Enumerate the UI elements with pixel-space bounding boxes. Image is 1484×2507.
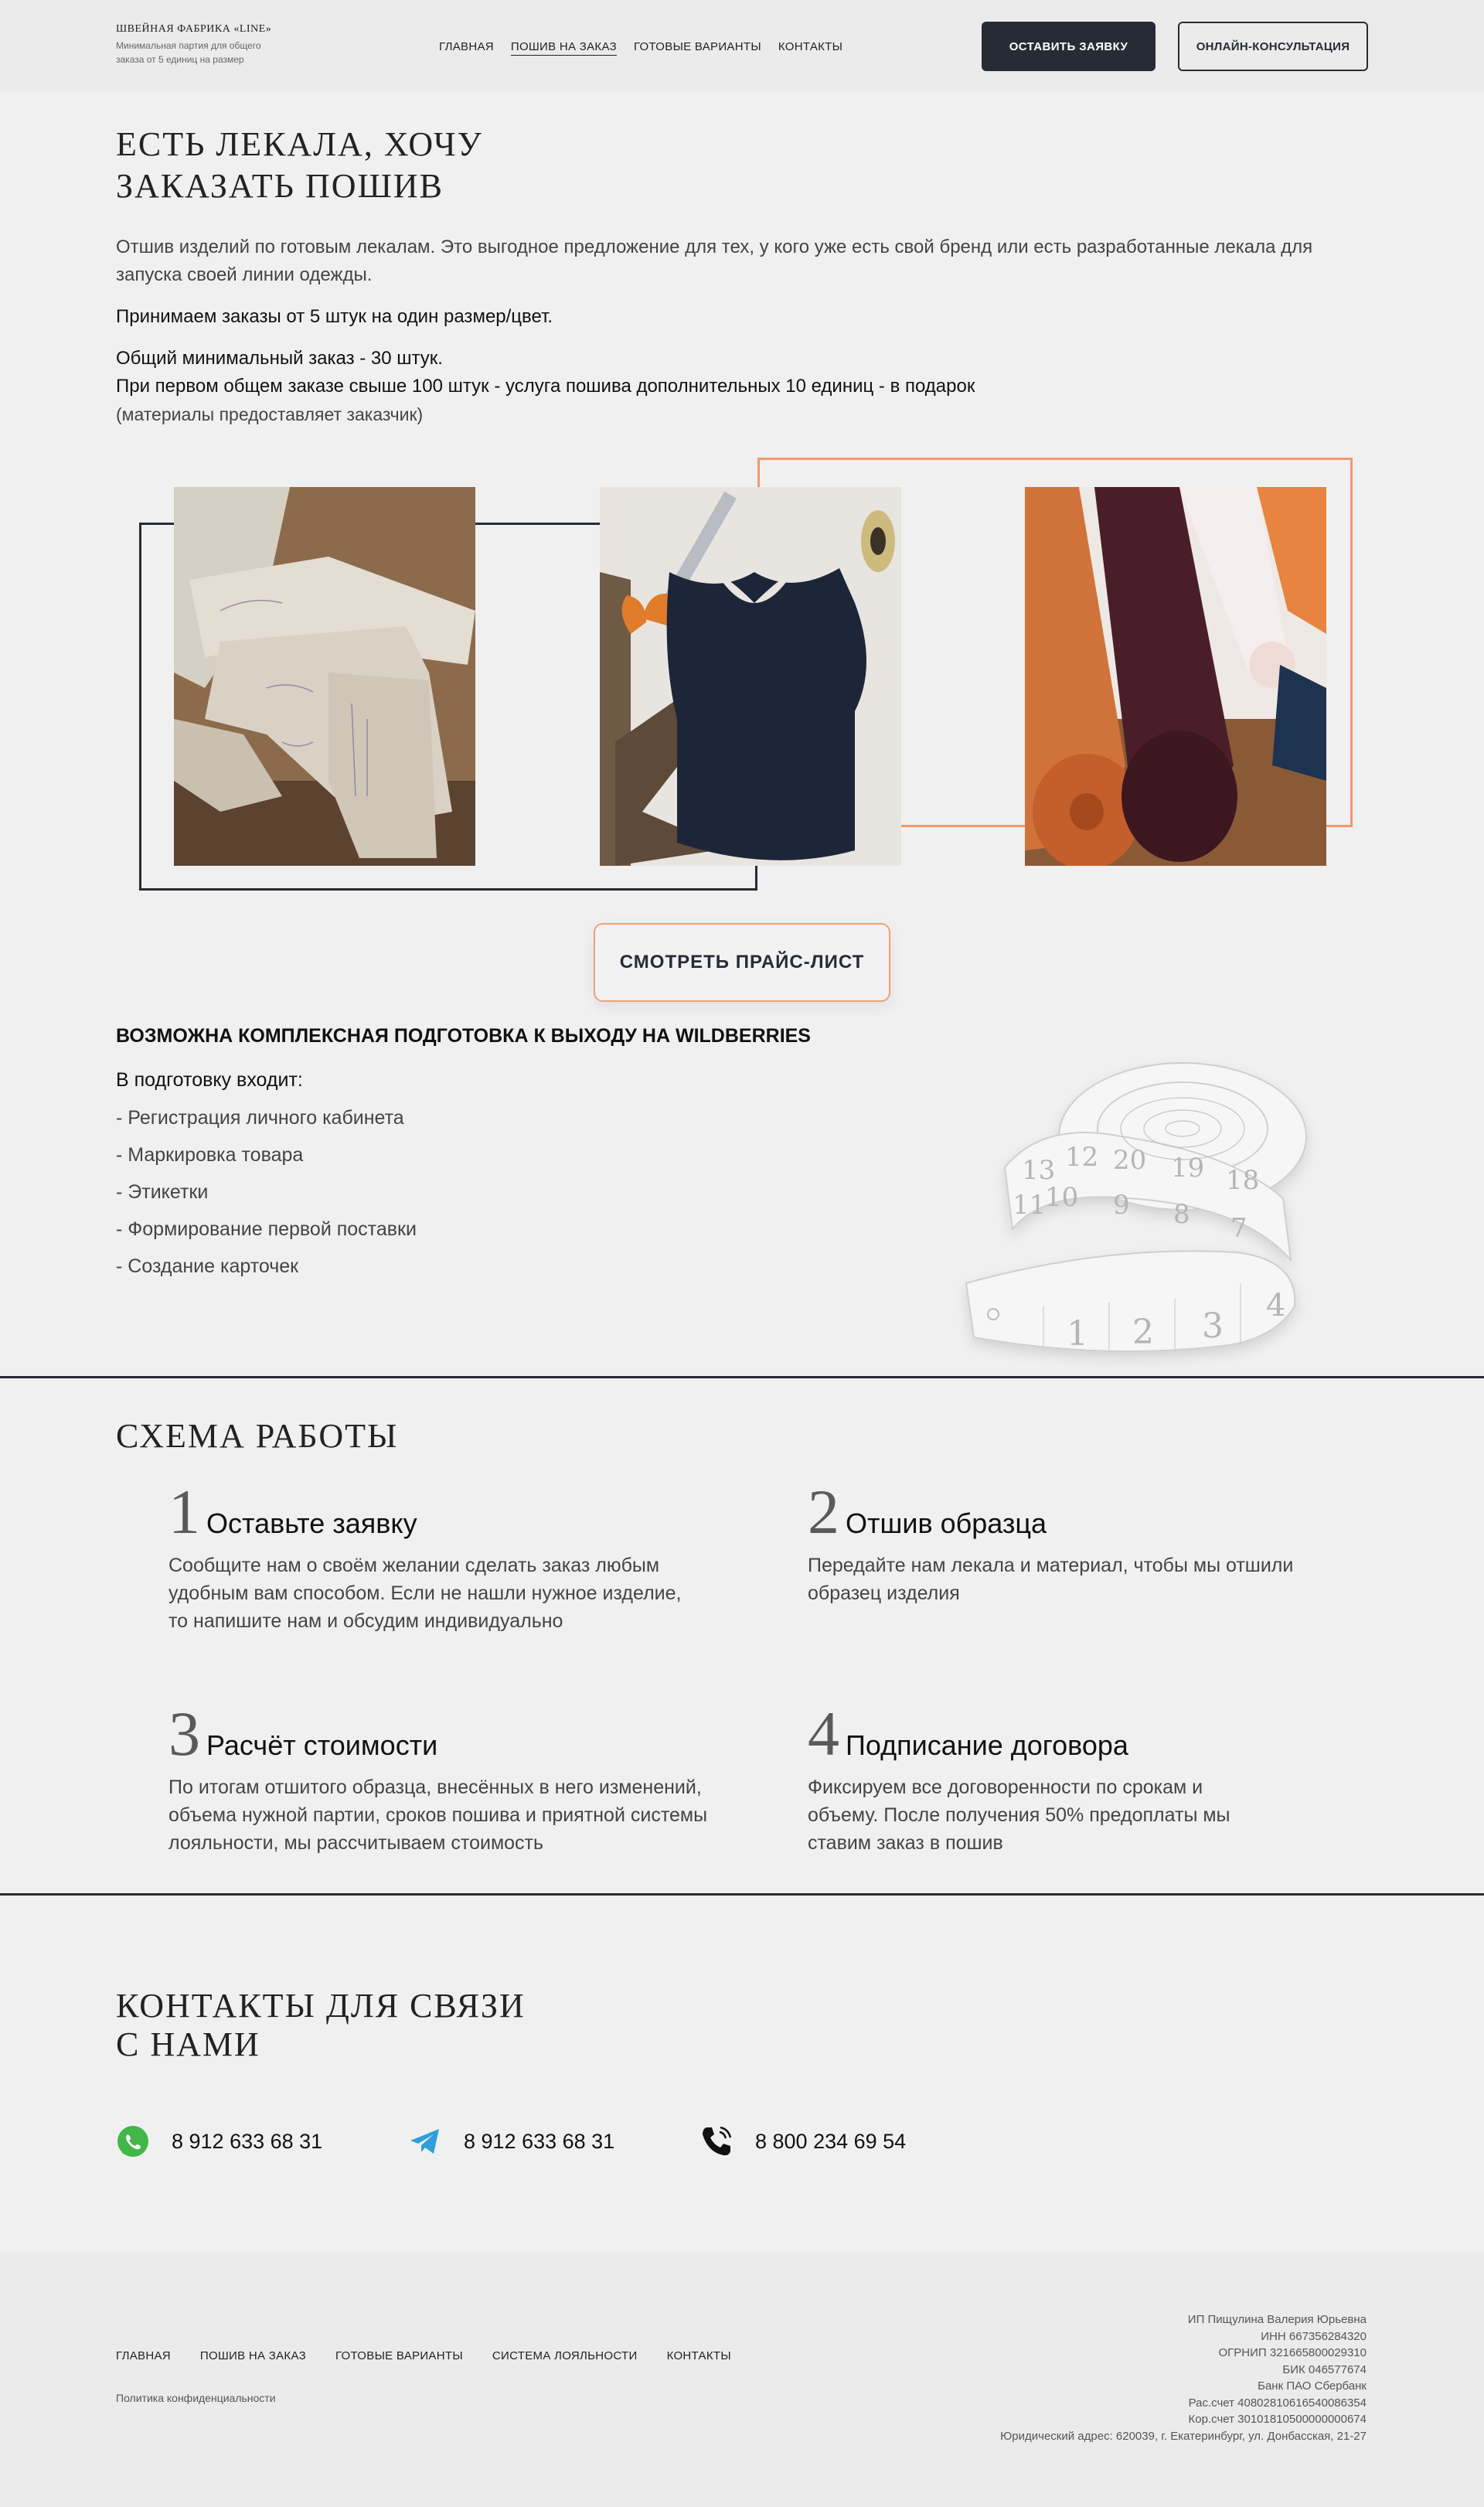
footer-nav-contacts[interactable]: КОНТАКТЫ (666, 2349, 731, 2362)
site-footer (0, 2251, 1484, 2507)
step-text: Сообщите нам о своём желании сделать заказ любым удобным вам способом. Если не нашли нужное изделие, то напишите нам и обсудим индивидуально (168, 1555, 682, 1632)
tape-number: 1 (1067, 1314, 1088, 1354)
wildberries-title: ВОЗМОЖНА КОМПЛЕКСНАЯ ПОДГОТОВКА К ВЫХОДУ НА WILDBERRIES (116, 1025, 811, 1047)
page-title (116, 124, 580, 207)
measuring-tape-illustration (951, 1051, 1322, 1376)
tape-number: 8 (1173, 1199, 1190, 1230)
tape-number: 9 (1113, 1190, 1130, 1221)
scheme-title: СХЕМА РАБОТЫ (116, 1417, 399, 1455)
requisite-line: ИНН 667356284320 (1261, 2329, 1367, 2343)
list-item: - Формирование первой поставки (116, 1218, 417, 1240)
scheme-step-1 (168, 1477, 725, 1635)
tape-number: 19 (1171, 1153, 1205, 1184)
tape-number: 13 (1022, 1155, 1056, 1186)
contact-phone-line[interactable] (699, 2124, 906, 2158)
requisite-line: Юридический адрес: 620039, г. Екатеринбург, ул. Донбасская, 21-27 (1000, 2429, 1367, 2443)
requisite-line: БИК 046577674 (1282, 2362, 1367, 2376)
footer-nav-ready-options[interactable]: ГОТОВЫЕ ВАРИАНТЫ (335, 2349, 463, 2362)
contacts-title-line: С НАМИ (116, 2025, 260, 2063)
intro-bonus: При первом общем заказе свыше 100 штук - услуга пошива дополнительных 10 единиц - в подарок (116, 376, 975, 397)
sewing-photo (600, 487, 901, 866)
list-item: - Регистрация личного кабинета (116, 1107, 404, 1129)
tape-number: 12 (1065, 1142, 1099, 1173)
page-title-line: ЕСТЬ ЛЕКАЛА, ХОЧУ (116, 125, 483, 163)
wildberries-subtitle: В подготовку входит: (116, 1069, 303, 1091)
contact-phone: 8 800 234 69 54 (755, 2129, 907, 2153)
contacts-title (116, 1987, 526, 2064)
page-title-line: ЗАКАЗАТЬ ПОШИВ (116, 167, 444, 205)
step-title: Отшив образца (846, 1507, 1047, 1539)
brand-title: ШВЕЙНАЯ ФАБРИКА «LINE» (116, 23, 272, 35)
requisite-line: Рас.счет 40802810616540086354 (1188, 2396, 1367, 2410)
step-title: Оставьте заявку (206, 1507, 417, 1539)
footer-nav-custom-tailoring[interactable]: ПОШИВ НА ЗАКАЗ (199, 2349, 306, 2362)
brand-subtitle-line: Минимальная партия для общего (116, 40, 261, 51)
step-text: Фиксируем все договоренности по срокам и объему. После получения 50% предоплаты мы ставим заказ в пошив (808, 1776, 1230, 1854)
intro-total-min: Общий минимальный заказ - 30 штук. (116, 348, 443, 369)
contact-telegram[interactable] (408, 2124, 614, 2158)
fabric-rolls-photo (1025, 487, 1326, 866)
site-header (0, 0, 1484, 93)
tape-number: 11 (1013, 1190, 1047, 1221)
tape-number: 4 (1266, 1288, 1286, 1323)
tape-number: 7 (1230, 1213, 1247, 1244)
company-requisites (1000, 2311, 1367, 2444)
section-divider (0, 1893, 1484, 1896)
view-price-list-button[interactable]: СМОТРЕТЬ ПРАЙС-ЛИСТ (594, 923, 890, 1002)
footer-nav-loyalty[interactable]: СИСТЕМА ЛОЯЛЬНОСТИ (492, 2349, 638, 2362)
nav-home[interactable]: ГЛАВНАЯ (439, 40, 494, 53)
tape-number: 20 (1113, 1145, 1147, 1176)
whatsapp-icon (116, 2124, 150, 2158)
privacy-policy-link[interactable]: Политика конфиденциальности (116, 2392, 276, 2404)
contact-whatsapp[interactable] (116, 2124, 322, 2158)
online-consultation-button[interactable]: ОНЛАЙН-КОНСУЛЬТАЦИЯ (1178, 22, 1368, 71)
step-number: 4 (808, 1698, 839, 1769)
footer-nav-home[interactable]: ГЛАВНАЯ (116, 2349, 171, 2362)
brand[interactable] (116, 23, 317, 66)
step-number: 3 (168, 1698, 200, 1769)
requisite-line: ОГРНИП 321665800029310 (1218, 2346, 1367, 2359)
patterns-photo (174, 487, 475, 866)
contact-phone: 8 912 633 68 31 (172, 2129, 323, 2153)
contact-phone: 8 912 633 68 31 (464, 2129, 615, 2153)
tape-number: 10 (1045, 1182, 1079, 1213)
step-text: По итогам отшитого образца, внесённых в него изменений, объема нужной партии, сроков пошива и приятной системы лояльности, мы рассчитываем стоимость (168, 1776, 708, 1854)
intro-min-order: Принимаем заказы от 5 штук на один размер/цвет. (116, 306, 553, 327)
requisite-line: Кор.счет 30101810500000000674 (1188, 2413, 1367, 2426)
nav-ready-options[interactable]: ГОТОВЫЕ ВАРИАНТЫ (633, 40, 761, 53)
step-text: Передайте нам лекала и материал, чтобы мы отшили образец изделия (808, 1555, 1294, 1604)
list-item: - Маркировка товара (116, 1144, 304, 1166)
nav-custom-tailoring[interactable]: ПОШИВ НА ЗАКАЗ (511, 40, 617, 56)
wildberries-list (116, 1107, 417, 1293)
tape-number: 2 (1132, 1313, 1154, 1352)
brand-subtitle-line: заказа от 5 единиц на размер (116, 54, 244, 65)
scheme-step-4 (808, 1698, 1364, 1857)
step-number: 2 (808, 1477, 839, 1547)
intro-paragraph: Отшив изделий по готовым лекалам. Это выгодное предложение для тех, у кого уже есть свой бренд или есть разработанные лекала для запуска своей линии одежды. (116, 237, 1313, 285)
scheme-step-2 (808, 1477, 1364, 1607)
main-nav (439, 40, 842, 56)
brand-subtitle (116, 39, 317, 66)
list-item: - Создание карточек (116, 1255, 299, 1277)
telegram-icon (408, 2124, 442, 2158)
step-title: Подписание договора (846, 1729, 1128, 1761)
intro-text (116, 233, 1384, 428)
step-number: 1 (168, 1477, 200, 1547)
intro-materials-note: (материалы предоставляет заказчик) (116, 404, 424, 424)
requisite-line: ИП Пищулина Валерия Юрьевна (1187, 2313, 1367, 2326)
tape-number: 3 (1202, 1306, 1224, 1346)
phone-icon (699, 2124, 733, 2158)
tape-number: 18 (1226, 1165, 1260, 1196)
section-divider (0, 1376, 1484, 1378)
footer-nav (116, 2349, 731, 2362)
requisite-line: Банк ПАО Сбербанк (1258, 2379, 1367, 2393)
leave-request-button[interactable]: ОСТАВИТЬ ЗАЯВКУ (982, 22, 1156, 71)
nav-contacts[interactable]: КОНТАКТЫ (778, 40, 843, 53)
contacts-title-line: КОНТАКТЫ ДЛЯ СВЯЗИ (116, 1987, 526, 2025)
scheme-step-3 (168, 1698, 725, 1857)
list-item: - Этикетки (116, 1181, 209, 1203)
step-title: Расчёт стоимости (206, 1729, 438, 1761)
